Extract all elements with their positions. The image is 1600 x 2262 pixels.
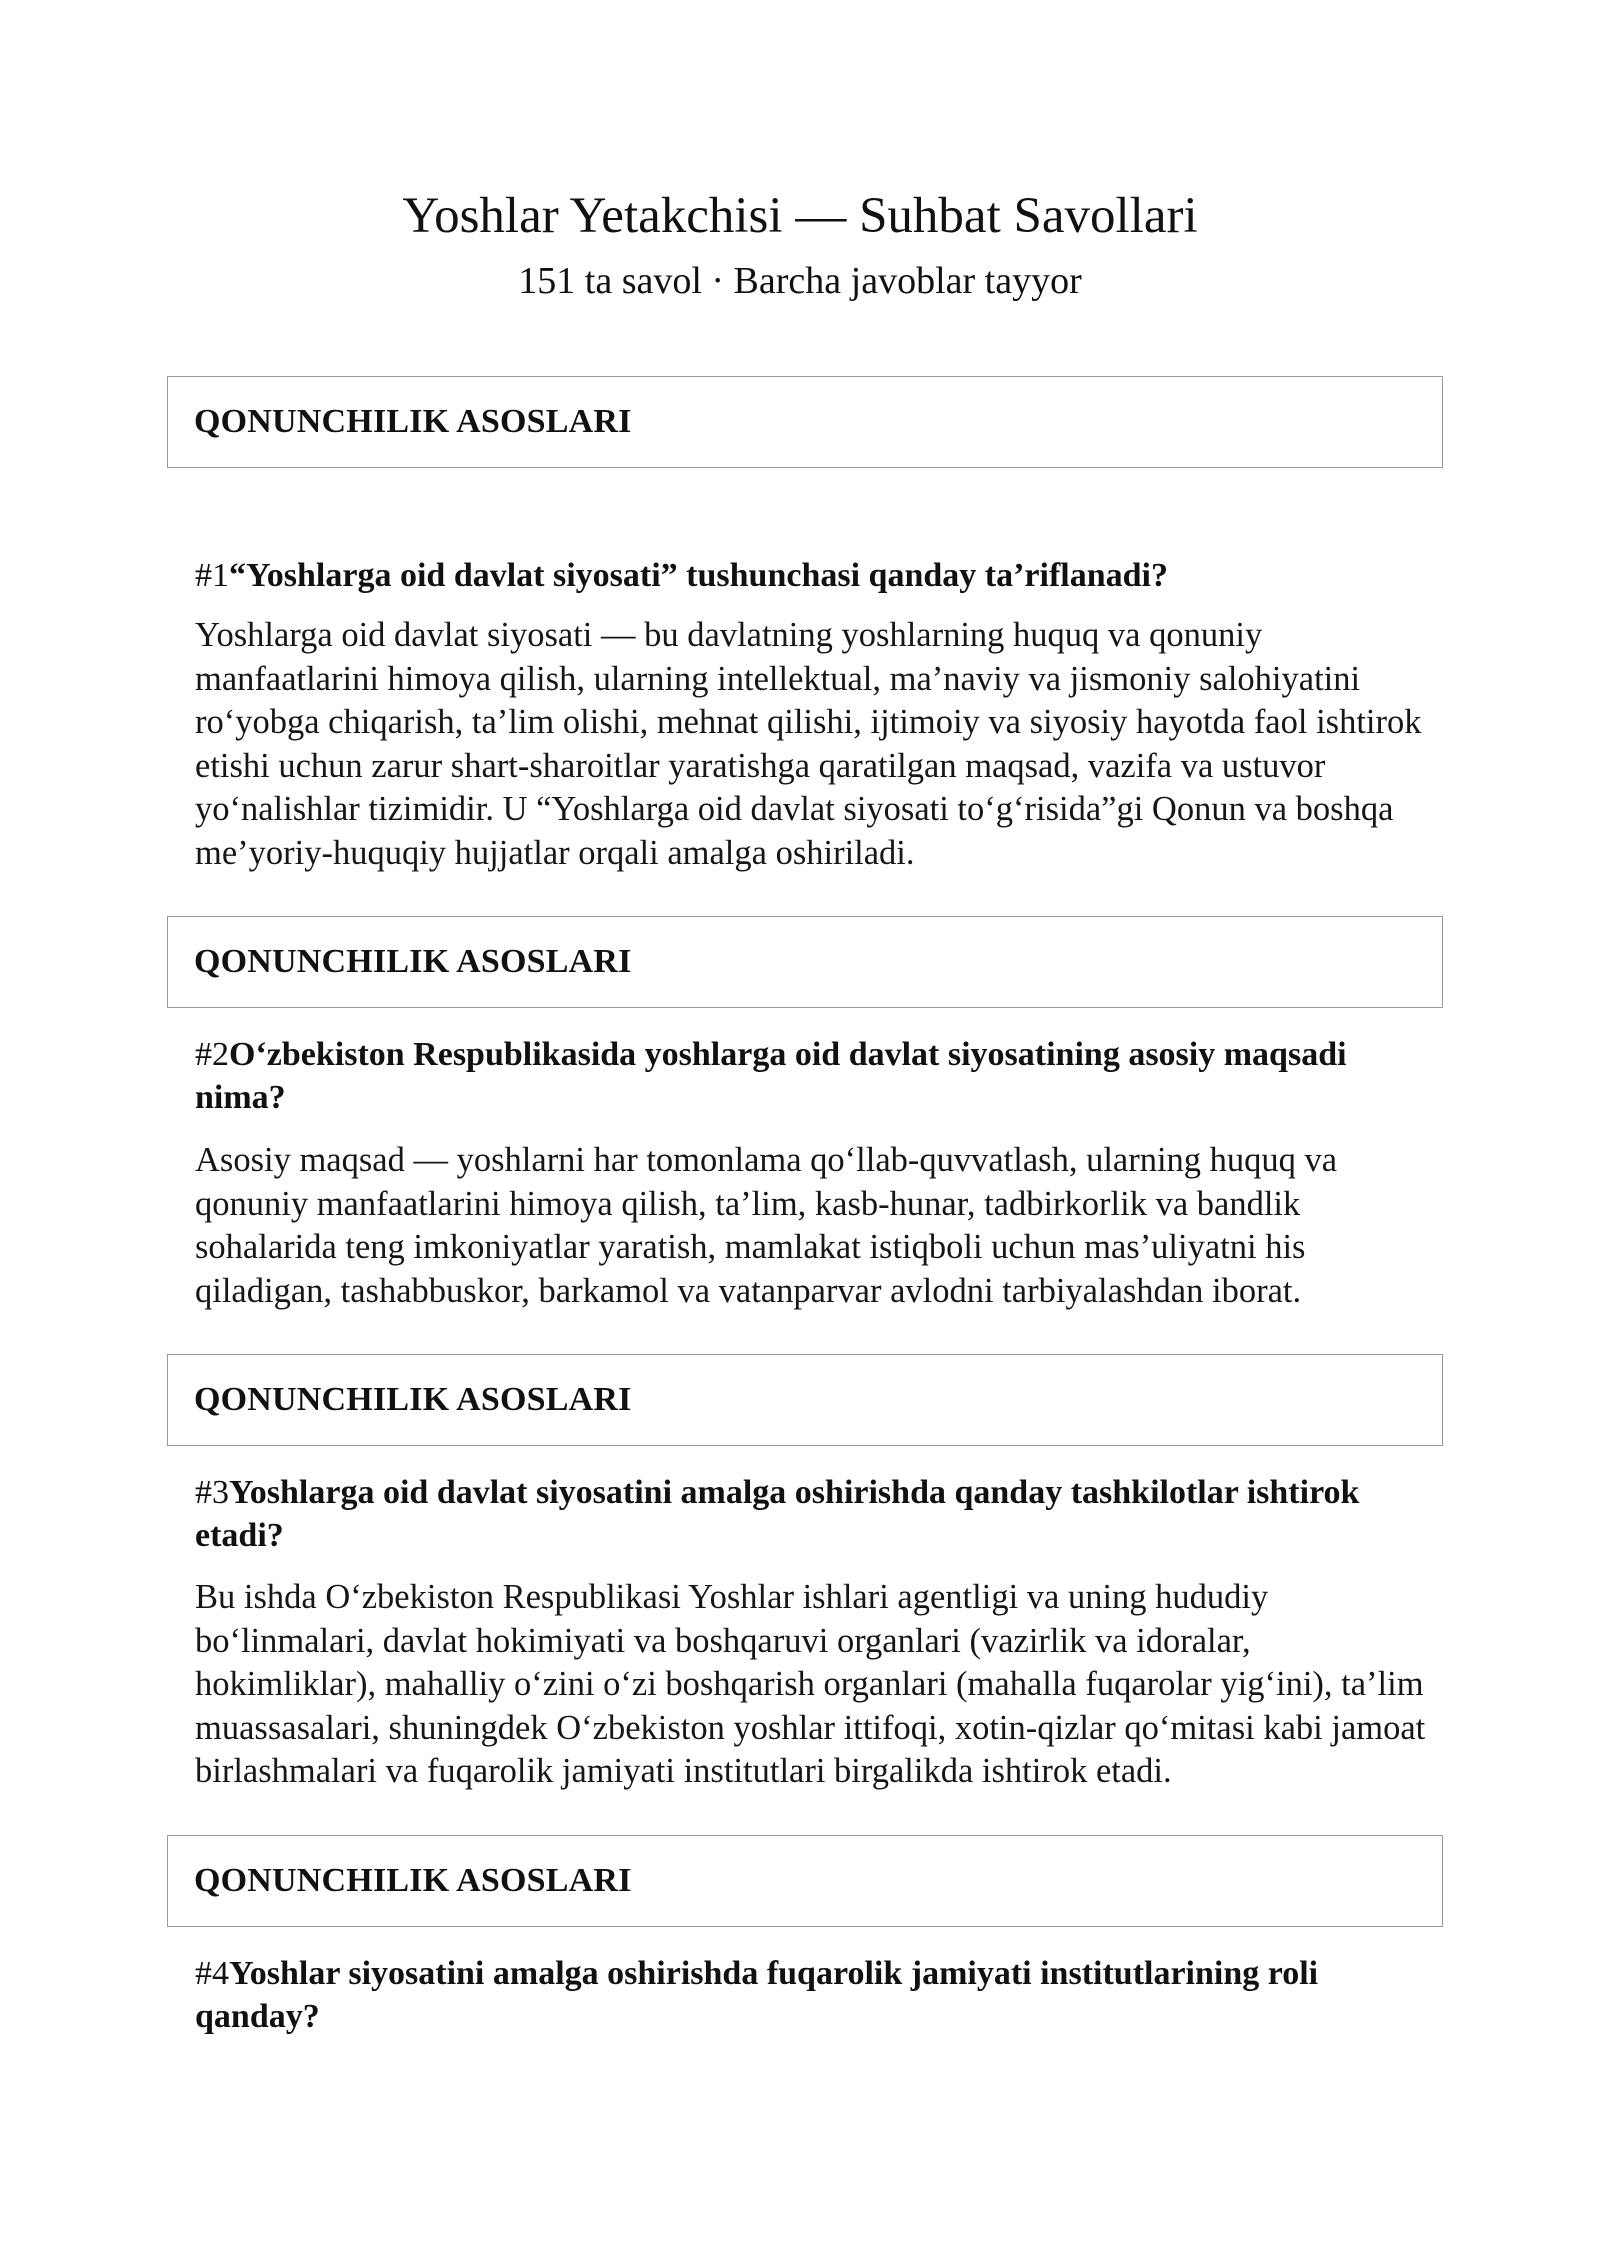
document-subtitle: 151 ta savol · Barcha javoblar tayyor	[518, 260, 1082, 302]
section-label: QONUNCHILIK ASOSLARI	[194, 403, 632, 440]
section-label: QONUNCHILIK ASOSLARI	[194, 943, 632, 980]
question-text: Yoshlar siyosatini amalga oshirishda fuqarolik jamiyati institutlarining roli qanday?	[195, 1955, 1319, 2035]
question-text: O‘zbekiston Respublikasida yoshlarga oid davlat siyosatining asosiy maqsadi nima?	[195, 1036, 1347, 1116]
document-title: Yoshlar Yetakchisi — Suhbat Savollari	[402, 188, 1198, 244]
question-1	[195, 554, 1425, 597]
question-4	[195, 1952, 1425, 2038]
section-label: QONUNCHILIK ASOSLARI	[194, 1381, 632, 1418]
question-number: #3	[195, 1474, 229, 1511]
question-2	[195, 1033, 1425, 1119]
question-number: #4	[195, 1955, 229, 1992]
section-header-qonunchilik-asoslari	[167, 1835, 1443, 1927]
section-header-qonunchilik-asoslari	[167, 916, 1443, 1008]
question-text: Yoshlarga oid davlat siyosatini amalga oshirishda qanday tashkilotlar ishtirok etadi?	[195, 1474, 1360, 1554]
question-3	[195, 1471, 1425, 1557]
section-header-qonunchilik-asoslari	[167, 1354, 1443, 1446]
document-header	[0, 186, 1600, 304]
question-number: #1	[195, 557, 229, 594]
answer-1: Yoshlarga oid davlat siyosati — bu davlatning yoshlarning huquq va qonuniy manfaatlarini himoya qilish, ularning intellektual, ma’naviy va jismoniy salohiyatini ro‘yobga chiqarish, ta’lim olishi, mehnat qilishi, ijtimoiy va siyosiy hayotda faol ishtirok etishi uchun zarur shart-sharoitlar yaratishga qaratilgan maqsad, vazifa va ustuvor yo‘nalishlar tizimidir. U “Yoshlarga oid davlat siyosati to‘g‘risida”gi Qonun va boshqa me’yoriy-huquqiy hujjatlar orqali amalga oshiriladi.	[195, 616, 1422, 872]
section-header-qonunchilik-asoslari	[167, 376, 1443, 468]
question-number: #2	[195, 1036, 229, 1073]
answer-3: Bu ishda O‘zbekiston Respublikasi Yoshlar ishlari agentligi va uning hududiy bo‘linmalari, davlat hokimiyati va boshqaruvi organlari (vazirlik va idoralar, hokimliklar), mahalliy o‘zini o‘zi boshqarish organlari (mahalla fuqarolar yig‘ini), ta’lim muassasalari, shuningdek O‘zbekiston yoshlar ittifoqi, xotin-qizlar qo‘mitasi kabi jamoat birlashmalari va fuqarolik jamiyati institutlari birgalikda ishtirok etadi.	[195, 1578, 1426, 1790]
question-text: “Yoshlarga oid davlat siyosati” tushunchasi qanday ta’riflanadi?	[229, 557, 1168, 594]
section-label: QONUNCHILIK ASOSLARI	[194, 1862, 632, 1899]
answer-2: Asosiy maqsad — yoshlarni har tomonlama qo‘llab-quvvatlash, ularning huquq va qonuniy manfaatlarini himoya qilish, ta’lim, kasb-hunar, tadbirkorlik va bandlik sohalarida teng imkoniyatlar yaratish, mamlakat istiqboli uchun mas’uliyatni his qiladigan, tashabbuskor, barkamol va vatanparvar avlodni tarbiyalashdan iborat.	[195, 1141, 1338, 1310]
